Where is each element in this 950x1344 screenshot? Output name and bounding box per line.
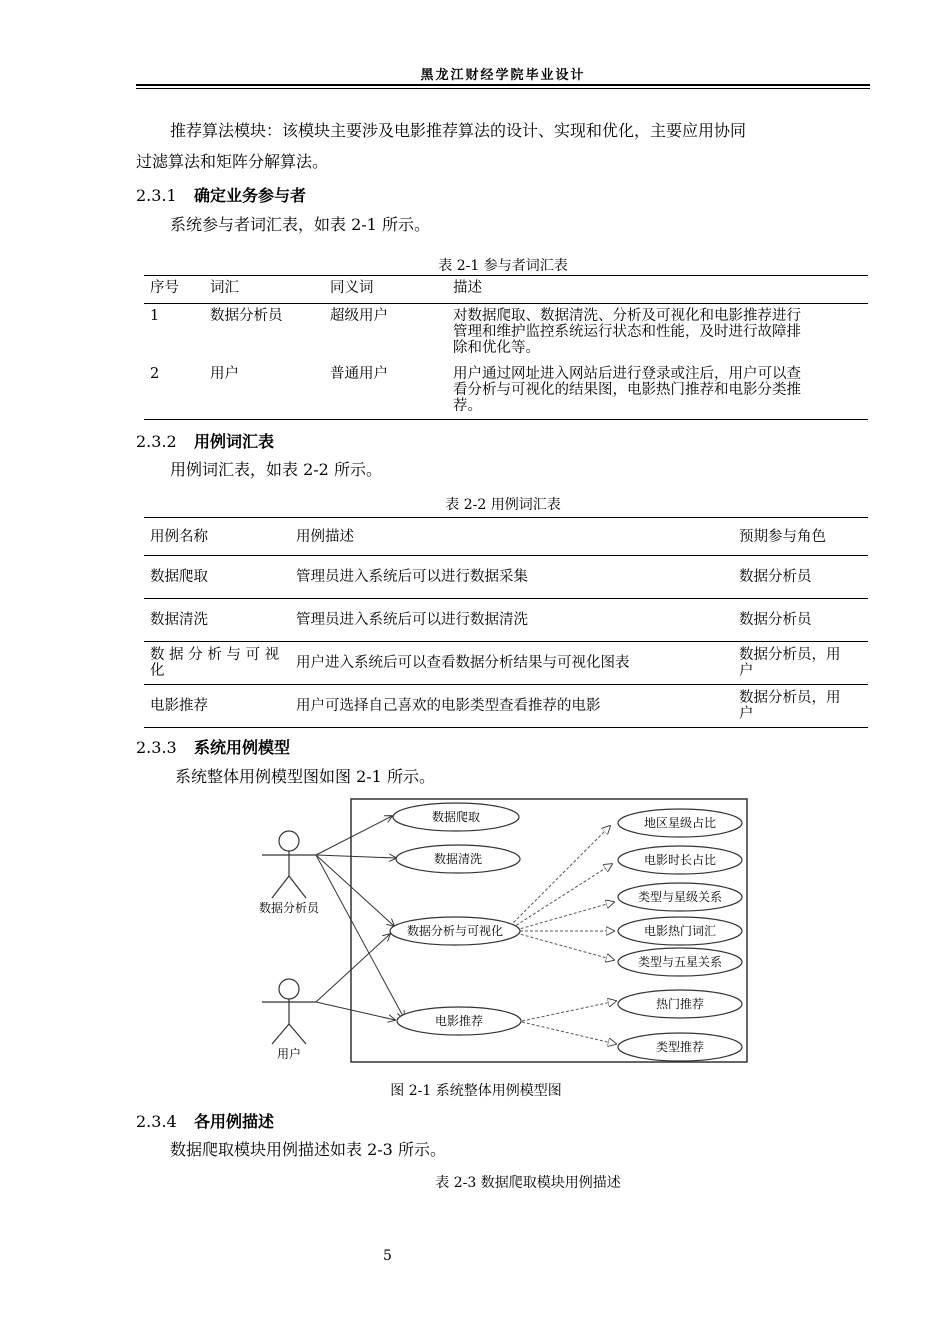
desc-line: 管理和维护监控系统运行状态和性能，及时进行故障排	[453, 324, 801, 340]
actor-leg	[272, 876, 289, 898]
table-cell	[733, 685, 868, 728]
table-header-row	[144, 518, 868, 556]
desc-line: 用户通过网址进入网站后进行登录或注后，用户可以查	[453, 365, 801, 382]
actor-user	[262, 979, 316, 1061]
cell-line: 数据分析员，用	[739, 690, 841, 706]
section-number: 2.3.2	[136, 432, 177, 451]
table-row	[144, 304, 868, 362]
desc-line: 荐。	[453, 397, 482, 414]
actor-label: 数据分析员	[258, 901, 320, 915]
actor-head	[279, 979, 299, 999]
table-header-cell: 描述	[447, 276, 868, 304]
table-1-caption: 表 2-1 参与者词汇表	[438, 258, 568, 274]
usecase-label: 数据分析与可视化	[406, 924, 504, 938]
table-cell: 用户	[204, 362, 324, 420]
table-header-cell: 用例描述	[290, 518, 733, 556]
table-cell: 用户可选择自己喜欢的电影类型查看推荐的电影	[290, 685, 733, 728]
cell-line: 数 据 分 析 与 可 视	[150, 647, 280, 663]
actor-head	[279, 831, 299, 851]
table-cell: 数据分析员	[210, 308, 283, 324]
table-row	[144, 642, 868, 685]
table-header-cell: 同义词	[324, 276, 447, 304]
section-text-2-3-2: 用例词汇表，如表 2-2 所示。	[170, 460, 382, 479]
usecase-label: 电影时长占比	[643, 853, 717, 867]
usecase-label: 地区星级占比	[643, 816, 717, 830]
usecase-label: 类型与五星关系	[637, 955, 723, 969]
actor-data-analyst	[259, 831, 320, 915]
table-2-usecases	[144, 517, 868, 728]
actor-label: 用户	[276, 1047, 302, 1061]
usecase-label: 电影热门词汇	[643, 924, 717, 938]
actor-leg	[289, 876, 306, 898]
table-cell	[447, 304, 868, 362]
table-cell: 1	[150, 308, 160, 324]
table-cell: 管理员进入系统后可以进行数据清洗	[290, 599, 733, 642]
table-row	[144, 685, 868, 728]
cell-line: 户	[739, 663, 754, 679]
table-row	[144, 556, 868, 599]
usecase-label: 数据爬取	[431, 810, 481, 824]
cell-line: 数据分析员，用	[739, 647, 841, 663]
table-cell: 电影推荐	[144, 685, 290, 728]
usecase-label: 电影推荐	[434, 1014, 484, 1028]
table-3-caption: 表 2-3 数据爬取模块用例描述	[435, 1175, 621, 1191]
table-cell	[144, 642, 290, 685]
section-title: 系统用例模型	[194, 738, 291, 757]
table-2-caption: 表 2-2 用例词汇表	[445, 497, 561, 513]
table-cell: 数据爬取	[144, 556, 290, 599]
actor-leg	[272, 1024, 289, 1044]
header-rule-thick	[136, 84, 870, 86]
table-cell: 超级用户	[330, 308, 388, 324]
table-cell: 数据分析员	[733, 556, 868, 599]
intro-line-2: 过滤算法和矩阵分解算法。	[136, 152, 329, 171]
cell-line: 化	[150, 663, 165, 679]
table-cell: 用户进入系统后可以查看数据分析结果与可视化图表	[290, 642, 733, 685]
actor-leg	[289, 1024, 306, 1044]
section-number: 2.3.3	[136, 738, 177, 757]
cell-line: 户	[739, 706, 754, 722]
page-header: 黑龙江财经学院毕业设计	[420, 68, 586, 83]
usecase-label: 类型与星级关系	[637, 890, 723, 904]
usecase-label: 热门推荐	[655, 997, 705, 1011]
table-row	[144, 599, 868, 642]
section-text-2-3-4: 数据爬取模块用例描述如表 2-3 所示。	[170, 1140, 446, 1159]
section-title: 确定业务参与者	[194, 186, 307, 205]
header-rule-thin	[136, 88, 870, 89]
section-title: 各用例描述	[194, 1112, 275, 1131]
table-cell	[733, 642, 868, 685]
figure-2-1-caption: 图 2-1 系统整体用例模型图	[390, 1083, 562, 1099]
table-cell: 数据清洗	[144, 599, 290, 642]
usecase-label: 数据清洗	[433, 852, 483, 866]
table-cell: 普通用户	[324, 362, 447, 420]
use-case-diagram	[240, 794, 752, 1066]
intro-line-1: 推荐算法模块：该模块主要涉及电影推荐算法的设计、实现和优化，主要应用协同	[170, 121, 747, 140]
section-heading-2-3-3	[136, 735, 290, 758]
desc-line: 除和优化等。	[453, 340, 540, 356]
table-cell: 2	[144, 362, 204, 420]
section-title: 用例词汇表	[194, 432, 275, 451]
desc-line: 对数据爬取、数据清洗、分析及可视化和电影推荐进行	[453, 308, 801, 324]
usecase-label: 类型推荐	[655, 1040, 705, 1054]
desc-line: 看分析与可视化的结果图，电影热门推荐和电影分类推	[453, 381, 801, 398]
section-text-2-3-1: 系统参与者词汇表，如表 2-1 所示。	[170, 215, 430, 234]
section-text-2-3-3: 系统整体用例模型图如图 2-1 所示。	[175, 767, 435, 786]
table-cell: 管理员进入系统后可以进行数据采集	[290, 556, 733, 599]
section-number: 2.3.4	[136, 1112, 177, 1131]
table-1-participants	[144, 275, 868, 420]
section-heading-2-3-4	[136, 1109, 274, 1132]
table-header-row	[144, 276, 868, 304]
table-header-cell: 词汇	[204, 276, 324, 304]
table-cell: 数据分析员	[733, 599, 868, 642]
table-header-cell: 用例名称	[144, 518, 290, 556]
table-header-cell: 序号	[144, 276, 204, 304]
table-header-cell: 预期参与角色	[733, 518, 868, 556]
table-row	[144, 362, 868, 420]
section-heading-2-3-1	[136, 183, 306, 206]
page-number: 5	[383, 1248, 392, 1264]
table-cell	[447, 362, 868, 420]
section-number: 2.3.1	[136, 186, 177, 205]
section-heading-2-3-2	[136, 429, 274, 452]
